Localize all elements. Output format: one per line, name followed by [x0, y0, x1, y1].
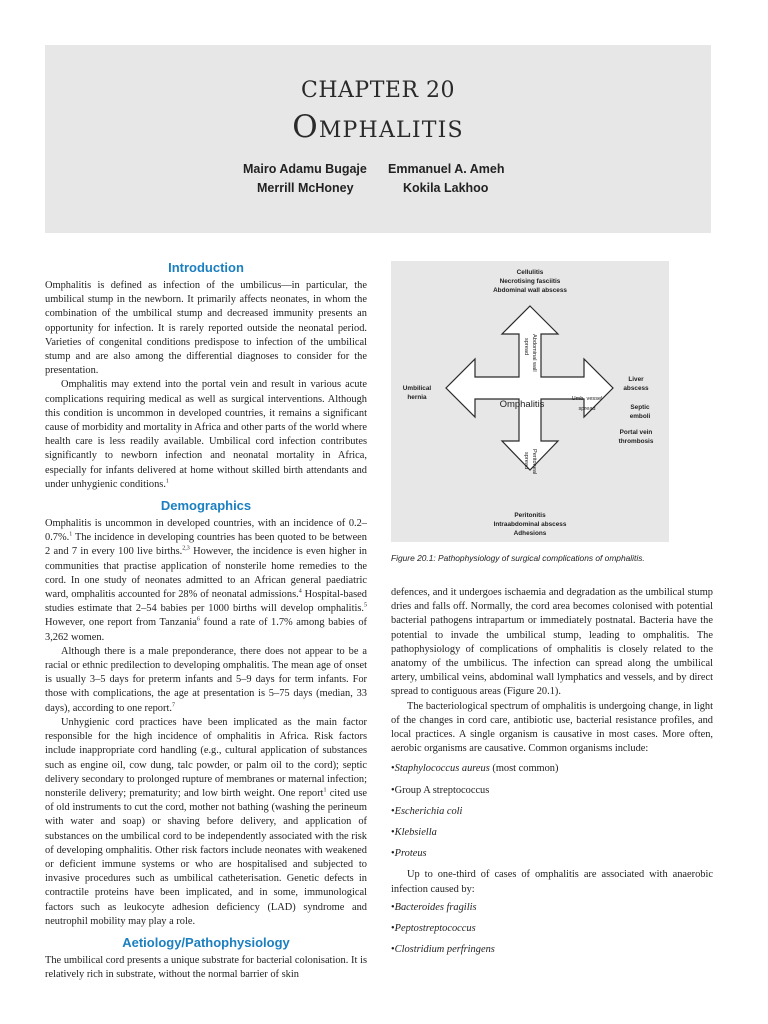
label-peritoneal-spread-1: Peritoneal: [531, 449, 537, 475]
label-emboli: emboli: [629, 413, 651, 420]
label-intraabdominal-abscess: Intraabdominal abscess: [493, 521, 567, 528]
chapter-title: Omphalitis: [292, 109, 464, 145]
author-3: Merrill McHoney: [257, 181, 354, 195]
intro-paragraph-2: Omphalitis may extend into the portal vein and result in various acute complications requiring medical as well as surgical interventions. Although this condition is uncommon in developed countries, it remains a significant cause of morbidity and mortality in Africa and other parts of the world where health care is less readily available. Umbilical cord infection contributes significantly to newborn infection and neonatal mortality in Africa, especially for infants delivered at home without skilled birth attendants and under unhygienic conditions.$^1$: [45, 379, 367, 490]
label-umb-vessel-spread-1: Umb. vessel: [571, 396, 603, 402]
chapter-header: [45, 45, 711, 233]
label-abdominal-wall-spread-1: Abdominal wall: [531, 334, 537, 372]
list-item-aerobic-4: •Klebsiella: [391, 827, 437, 839]
demographics-paragraph-1: Omphalitis is uncommon in developed countries, with an incidence of 0.2–0.7%.$^1$ The incidence in developing countries has been quoted to be between 2 and 7 in every 100 live births.$^{2,3}$ However, the incidence is even higher in communities that practise application of nonsterile home remedies to the cord. In one study of neonates admitted to an African general paediatric ward, omphalitis accounted for 28% of neonatal admissions.$^4$ Hospital-based studies estimate that 2–54 babies per 1000 births will develop omphalitis.$^5$ However, one report from Tanzania$^6$ found a rate of 1.7% among babies of 3,262 women.: [45, 518, 368, 643]
list-item-aerobic-1: •Staphylococcus aureus (most common): [391, 763, 559, 775]
list-item-anaerobic-1: •Bacteroides fragilis: [391, 901, 477, 913]
label-cellulitis: Cellulitis: [516, 269, 544, 276]
intro-paragraph-1: Omphalitis is defined as infection of the umbilicus—in particular, the umbilical stump in the newborn. It primarily affects neonates, in whom the combination of the umbilical stump and decreased immunity presents an opportunity for infection. It is rarely reported outside the neonatal period. Varieties of congenital conditions predispose to infection of the umbilical stump and are also among the differential diagnoses to consider for the presentation.: [45, 280, 367, 377]
chapter-label: CHAPTER 20: [301, 78, 455, 103]
left-column: [45, 257, 367, 982]
demographics-paragraph-2: Although there is a male preponderance, there does not appear to be a racial or ethnic predilection to developing omphalitis. The mean age of onset is usually 3–5 days for preterm infants and 5–9 days for term infants. For those with complications, the age at presentation is 5–75 days (median, 33 days), according to one report.$^7$: [45, 645, 367, 714]
label-hernia: hernia: [407, 394, 427, 401]
section-heading-introduction: Introduction: [168, 260, 244, 275]
label-liver: Liver: [628, 376, 644, 383]
aetiology-paragraph-1: The umbilical cord presents a unique substrate for bacterial colonisation. It is relatively rich in substrate, without the normal barrier of skin: [45, 954, 367, 981]
right-column: [391, 586, 713, 964]
label-abdominal-wall-abscess: Abdominal wall abscess: [493, 287, 567, 294]
section-heading-aetiology: Aetiology/Pathophysiology: [122, 934, 290, 950]
demographics-paragraph-3: Unhygienic cord practices have been implicated as the main factor responsible for the high incidence of omphalitis in Africa. Risk factors include inappropriate cord handling (e.g., cultural application of substances such as engine oil, cow dung, talc powder, or palm oil to the cord); septic delivery secondary to prolonged rupture of membranes or maternal infection; nonsterile delivery; prematurity; and low birth weight. One report$^1$ cited use of old instruments to cut the cord, mother not bathing (washing the perineum with water and soap) or shaving before delivery, and application of substances on the umbilical cord to be independently associated with the risk of developing omphalitis. Other risk factors include neonates with weakened or deficient immune systems or who are hospitalised and subjected to invasive procedures such as umbilical catheterisation. Genetic defects in contractile proteins have been implicated, and in some, immunological factors such as leukocyte adhesion deficiency (LAD) syndrome and neutrophil mobility may play a role.: [45, 716, 367, 927]
label-peritonitis: Peritonitis: [514, 512, 546, 519]
figure-caption: Figure 20.1: Pathophysiology of surgical complications of omphalitis.: [391, 553, 645, 563]
label-omphalitis-center: Omphalitis: [499, 399, 545, 410]
list-item-anaerobic-2: •Peptostreptococcus: [391, 923, 476, 935]
label-septic: Septic: [630, 404, 650, 411]
list-item-aerobic-3: •Escherichia coli: [391, 805, 463, 817]
aetiology-paragraph-3: The bacteriological spectrum of omphalitis is undergoing change, in light of the changes in cord care, antibiotic use, bacterial resistance profiles, and local practices. A single organism is causative in most cases. More often, aerobic organisms are causative. Common organisms include:: [391, 700, 713, 755]
label-umb-vessel-spread-2: spread: [578, 406, 596, 412]
label-liver-abscess: abscess: [623, 385, 649, 392]
label-abdominal-wall-spread-2: spread: [523, 338, 529, 356]
author-2: Emmanuel A. Ameh: [388, 162, 505, 176]
author-4: Kokila Lakhoo: [403, 181, 489, 195]
list-item-aerobic-5: •Proteus: [391, 848, 427, 860]
list-item-anaerobic-3: •Clostridium perfringens: [391, 944, 495, 956]
list-item-aerobic-2: •Group A streptococcus: [391, 784, 490, 796]
section-heading-demographics: Demographics: [160, 498, 252, 514]
cross-arrow-shape: [446, 306, 613, 470]
aetiology-paragraph-2: defences, and it undergoes ischaemia and degradation as the umbilical stump dries and falls off. Normally, the cord area becomes colonised with potential bacterial pathogens intrapartum or immediately postnatal. Bacteria have the potential to invade the umbilical stump, leading to omphalitis. The pathophysiology of complications of omphalitis is closely related to the anatomy of the umbilicus. The infection can spread along the umbilical artery, umbilical veins, abdominal wall lymphatics and vessels, and by direct spread to contiguous areas (Figure 20.1).: [391, 587, 713, 698]
label-portal-vein: Portal vein: [619, 429, 653, 436]
label-thrombosis: thrombosis: [618, 438, 654, 445]
anaerobic-intro-paragraph: Up to one-third of cases of omphalitis are associated with anaerobic infection caused by:: [391, 869, 713, 895]
label-necrotising-fasciitis: Necrotising fasciitis: [499, 278, 561, 285]
label-peritoneal-spread-2: spread: [523, 452, 529, 470]
label-umbilical: Umbilical: [402, 385, 432, 392]
figure-omphalitis-pathophysiology: [391, 261, 669, 542]
figure-diagram: [391, 261, 669, 542]
label-adhesions: Adhesions: [513, 530, 547, 537]
author-1: Mairo Adamu Bugaje: [243, 162, 367, 176]
